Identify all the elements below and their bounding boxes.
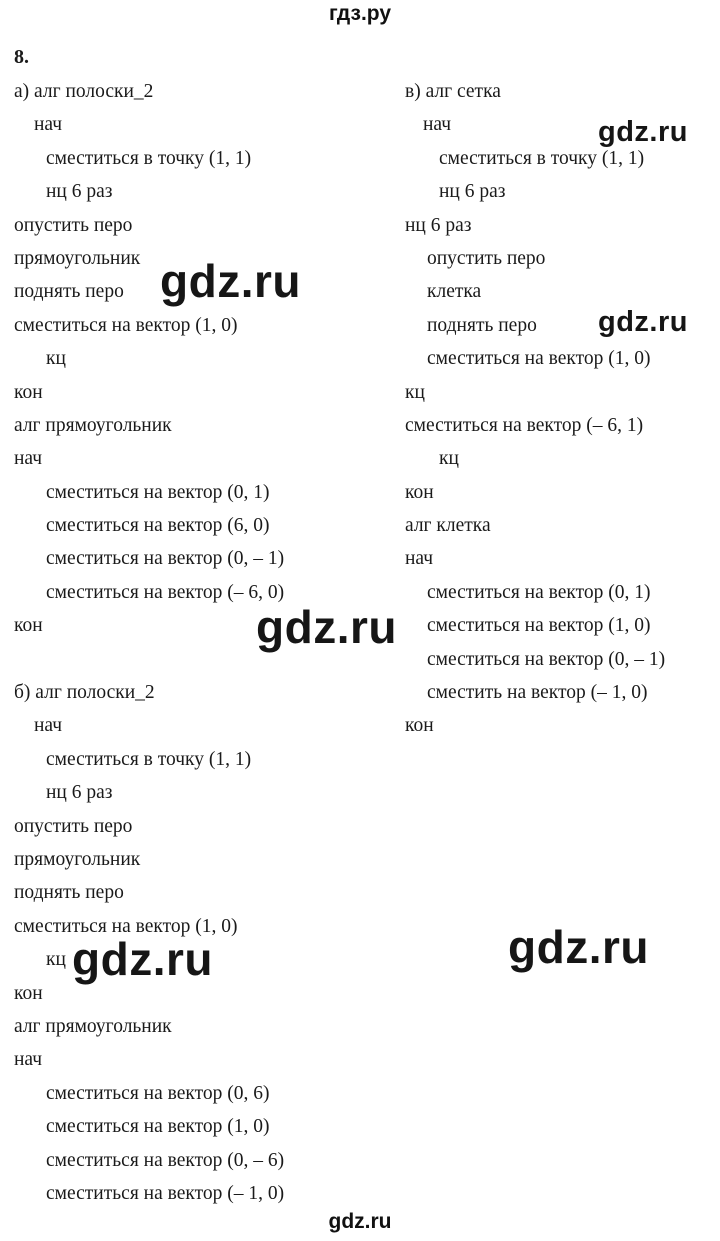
code-line: нач xyxy=(14,1049,43,1071)
watermark: gdz.ru xyxy=(256,601,397,653)
code-line: кц xyxy=(405,381,425,403)
watermark: gdz.ru xyxy=(598,116,688,148)
site-footer: gdz.ru xyxy=(328,1210,392,1233)
code-line: кц xyxy=(439,448,459,470)
code-line: сместиться на вектор (0, 1) xyxy=(427,581,651,603)
code-line: сместиться на вектор (1, 0) xyxy=(427,615,651,637)
code-line: алг прямоугольник xyxy=(14,414,172,436)
code-line: кц xyxy=(46,949,66,971)
code-line: нач xyxy=(34,715,63,737)
code-line: поднять перо xyxy=(14,882,124,904)
code-line: сместиться на вектор (– 6, 0) xyxy=(46,581,285,603)
code-line: а) алг полоски_2 xyxy=(14,81,154,102)
code-line: поднять перо xyxy=(14,281,124,303)
code-line: нц 6 раз xyxy=(46,782,113,804)
blank-line xyxy=(14,643,284,676)
code-line: сместиться на вектор (1, 0) xyxy=(427,348,651,370)
right-column xyxy=(405,75,665,743)
code-line: нач xyxy=(423,114,452,136)
code-line: опустить перо xyxy=(14,214,133,236)
code-line: кон xyxy=(405,715,434,737)
code-line: сместить на вектор (– 1, 0) xyxy=(427,682,648,704)
code-line: в) алг сетка xyxy=(405,81,501,102)
code-line: кон xyxy=(14,615,43,637)
code-line: нач xyxy=(34,114,63,136)
code-line: алг клетка xyxy=(405,515,491,537)
code-line: сместиться на вектор (0, 6) xyxy=(46,1082,270,1104)
code-line: нач xyxy=(405,548,434,570)
code-line: нц 6 раз xyxy=(46,181,113,203)
watermark: gdz.ru xyxy=(598,306,688,338)
watermark: gdz.ru xyxy=(72,933,213,985)
code-line: кон xyxy=(14,381,43,403)
code-line: алг прямоугольник xyxy=(14,1015,172,1037)
code-line: нц 6 раз xyxy=(405,214,472,236)
code-line: кон xyxy=(405,481,434,503)
code-line: опустить перо xyxy=(427,247,546,269)
code-line: опустить перо xyxy=(14,815,133,837)
code-line: поднять перо xyxy=(427,314,537,336)
code-line: сместиться в точку (1, 1) xyxy=(46,147,252,169)
code-line: сместиться на вектор (– 1, 0) xyxy=(46,1182,285,1204)
code-line: нач xyxy=(14,448,43,470)
watermark: gdz.ru xyxy=(160,255,301,307)
code-line: сместиться на вектор (0, 1) xyxy=(46,481,270,503)
code-line: сместиться на вектор (– 6, 1) xyxy=(405,414,644,436)
site-header: гдз.ру xyxy=(328,2,392,25)
code-line: кон xyxy=(14,982,43,1004)
code-line: прямоугольник xyxy=(14,848,141,870)
code-line: сместиться на вектор (0, – 1) xyxy=(427,648,666,670)
code-line: сместиться на вектор (1, 0) xyxy=(14,915,238,937)
code-line: сместиться на вектор (6, 0) xyxy=(46,515,270,537)
code-line: сместиться на вектор (1, 0) xyxy=(46,1116,270,1138)
code-line: сместиться в точку (1, 1) xyxy=(439,147,645,169)
task-number: 8. xyxy=(14,46,29,68)
code-line: клетка xyxy=(427,281,482,303)
code-line: прямоугольник xyxy=(14,247,141,269)
left-column xyxy=(14,75,284,1210)
code-line: сместиться в точку (1, 1) xyxy=(46,748,252,770)
watermark: gdz.ru xyxy=(508,921,649,973)
code-line: б) алг полоски_2 xyxy=(14,682,155,704)
code-line: кц xyxy=(46,348,66,370)
code-line: сместиться на вектор (1, 0) xyxy=(14,314,238,336)
code-line: сместиться на вектор (0, – 6) xyxy=(46,1149,285,1171)
code-line: сместиться на вектор (0, – 1) xyxy=(46,548,285,570)
code-line: нц 6 раз xyxy=(439,181,506,203)
